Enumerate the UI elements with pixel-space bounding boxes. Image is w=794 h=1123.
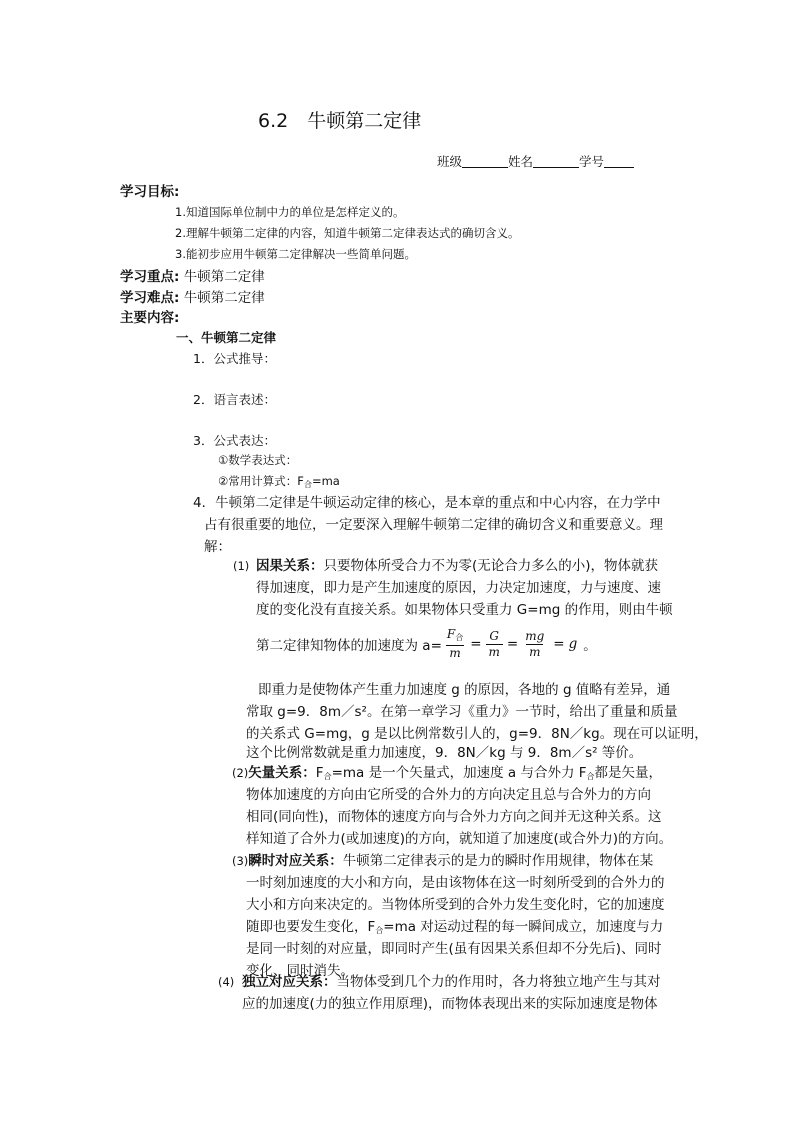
p1-label: 因果关系： (256, 558, 324, 574)
student-info-line (437, 152, 634, 170)
p2-text-b: 都是矢量， (594, 765, 662, 781)
p4-line-1 (242, 971, 661, 993)
p4-text-1: 当物体受到几个力的作用时，各力将独立地产生与其对 (336, 974, 661, 990)
p1-line-1 (256, 555, 658, 577)
equation-tail: 。 (583, 638, 597, 654)
name-blank[interactable] (533, 154, 579, 168)
page-title: 6.2 牛顿第二定律 (258, 110, 422, 132)
number-blank[interactable] (604, 154, 634, 168)
item-1: 1．公式推导： (193, 351, 276, 366)
section-1-heading: 一、牛顿第二定律 (176, 330, 277, 345)
p3-text-4a: 随即也要发生变化，F (246, 919, 376, 935)
item-3-a: ①数学表达式： (218, 453, 298, 467)
fraction-f-sub: 合 (455, 633, 464, 642)
p2-line-3: 相同(同向性)，而物体的速度方向与合外力方向之间并无这种关系。这 (246, 809, 662, 825)
p1-line-3: 度的变化没有直接关系。如果物体只受重力 G=mg 的作用，则由牛顿 (256, 602, 673, 618)
p1-equation: 第二定律知物体的加速度为 a= $\frac{F_合}{m}$ = $\frac{G}{m}$ = $\frac{mg}{m}$ = g 。 (256, 627, 597, 660)
p2-num: (2) (232, 766, 249, 780)
difficulty (120, 286, 265, 306)
formula-prefix: ②常用计算式：F (218, 474, 304, 488)
objectives-heading: 学习目标: (120, 184, 180, 200)
objective-item-2: 2.理解牛顿第二定律的内容，知道牛顿第二定律表达式的确切含义。 (175, 226, 520, 240)
equation-result: g (568, 636, 578, 652)
p2-label: 矢量关系： (248, 765, 316, 781)
p1-line-2: 得加速度，即力是产生加速度的原因，力决定加速度，力与速度、速 (256, 580, 661, 596)
p3-f-sub: 合 (375, 926, 384, 935)
formula-suffix: =ma (311, 474, 340, 488)
fraction-f-den: m (446, 645, 463, 660)
p1-line-6: 常取 g=9．8m／s²。在第一章学习《重力》一节时，给出了重量和质量 (246, 704, 678, 720)
item-3: 3．公式表达： (193, 433, 276, 448)
p1-num: (1) (233, 559, 250, 573)
key-point-label: 学习重点: (120, 269, 180, 285)
fraction-g-den: m (486, 644, 503, 659)
difficulty-label: 学习难点: (120, 290, 180, 306)
objective-item-3: 3.能初步应用牛顿第二定律解决一些简单问题。 (175, 247, 416, 261)
fraction-mg-num: mg (525, 628, 545, 643)
p1-line-7: 的关系式 G=mg，g 是以比例常数引人的，g=9．8N／kg。现在可以证明， (246, 726, 708, 742)
p1-line-5: 即重力是使物体产生重力加速度 g 的原因，各地的 g 值略有差异，通 (258, 682, 671, 698)
objective-item-1: 1.知道国际单位制中力的单位是怎样定义的。 (175, 205, 405, 219)
p3-text-1: 牛顿第二定律表示的是力的瞬时作用规律，物体在某 (342, 853, 654, 869)
key-point (120, 265, 265, 285)
formula-sub: 合 (303, 480, 312, 489)
p1-text-1: 只要物体所受合力不为零(无论合力多么的小)，物体就获 (323, 558, 659, 574)
p2-f2-sub: 合 (586, 772, 595, 781)
p4-num: (4) (218, 975, 235, 989)
p2-text-a: =ma 是一个矢量式，加速度 a 与合外力 F (331, 765, 587, 781)
item-4-line-3: 解： (204, 539, 231, 555)
class-blank[interactable] (462, 154, 508, 168)
p3-line-5: 是同一时刻的对应量，即同时产生(虽有因果关系但却不分先后)、同时 (246, 941, 662, 957)
p3-line-3: 大小和方向来决定的。当物体所受到的合外力发生变化时，它的加速度 (246, 897, 665, 913)
p4-line-2: 应的加速度(力的独立作用原理)，而物体表现出来的实际加速度是物体 (242, 996, 658, 1012)
p2-line-4: 样知道了合外力(或加速度)的方向，就知道了加速度(或合外力)的方向。 (246, 831, 673, 847)
p3-line-1 (232, 850, 653, 872)
equation-prefix: 第二定律知物体的加速度为 a= (256, 638, 442, 654)
number-label: 学号 (579, 154, 605, 169)
p3-line-2: 一时刻加速度的大小和方向，是由该物体在这一时刻所受到的合外力的 (246, 875, 665, 891)
fraction-g-over-m (486, 630, 503, 659)
p3-line-6: 变化、同时消失。 (246, 963, 354, 979)
p2-f: F (315, 765, 324, 781)
name-label: 姓名 (508, 154, 534, 169)
main-content-heading: 主要内容: (120, 310, 180, 326)
p1-line-8: 这个比例常数就是重力加速度，9．8N／kg 与 9．8m／s² 等价。 (246, 745, 643, 761)
fraction-f-num: F (446, 627, 456, 641)
p3-num: (3) (232, 854, 249, 868)
class-label: 班级 (437, 154, 463, 169)
p2-f-sub: 合 (323, 772, 332, 781)
p3-label: 瞬时对应关系： (248, 853, 343, 869)
p3-text-4b: =ma 对运动过程的每一瞬间成立，加速度与力 (383, 919, 664, 935)
p2-line-2: 物体加速度的方向由它所受的合外力的方向决定且总与合外力的方向 (246, 787, 651, 803)
fraction-f-over-m (444, 628, 466, 660)
fraction-mg-den: m (526, 644, 543, 659)
fraction-g-num: G (489, 628, 500, 643)
item-2: 2．语言表述： (193, 392, 276, 407)
key-point-value: 牛顿第二定律 (179, 269, 265, 285)
item-3-b (218, 473, 340, 490)
fraction-mg-over-m (522, 630, 547, 659)
p4-label: 独立对应关系： (242, 974, 337, 990)
item-4-line-1: 4．牛顿第二定律是牛顿运动定律的核心，是本章的重点和中心内容，在力学中 (193, 495, 661, 511)
difficulty-value: 牛顿第二定律 (179, 290, 265, 306)
item-4-line-2: 占有很重要的地位，一定要深入理解牛顿第二定律的确切含义和重要意义。理 (204, 517, 663, 533)
